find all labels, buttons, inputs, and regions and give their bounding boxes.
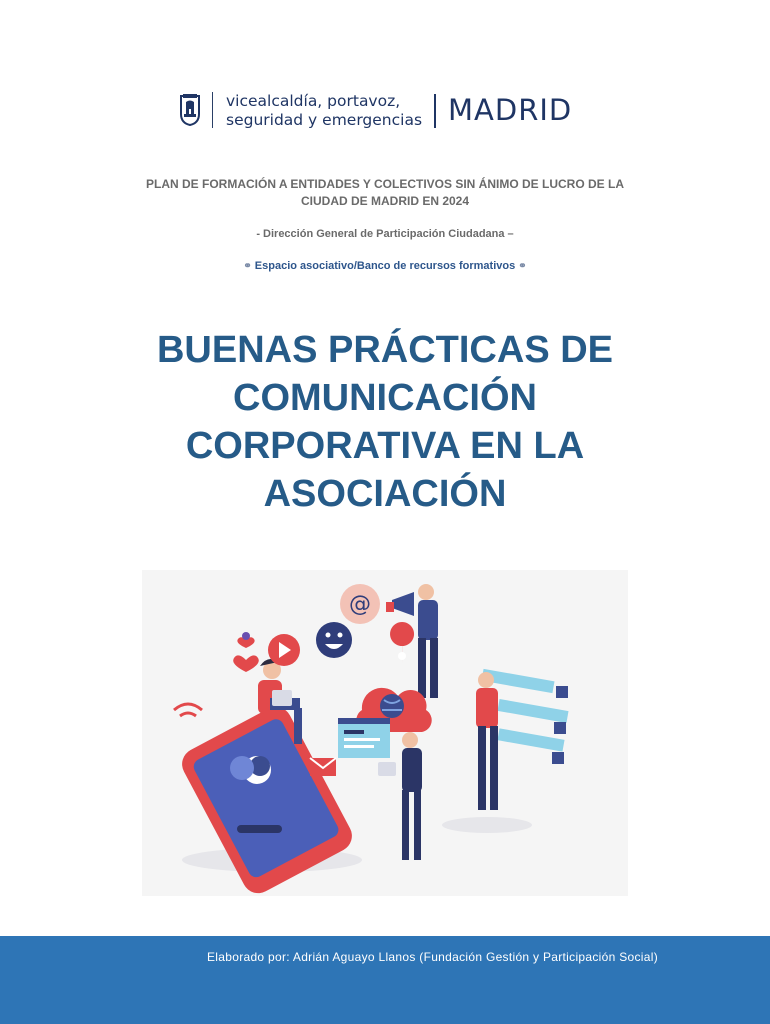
title-line-4: ASOCIACIÓN xyxy=(263,473,507,515)
smile-emoji-icon xyxy=(316,622,352,658)
madrid-logo xyxy=(178,92,598,134)
at-sign-bubble-icon xyxy=(340,584,380,624)
espacio-asociativo-text[interactable]: Espacio asociativo/Banco de recursos formativos xyxy=(254,260,516,272)
department-line-1: vicealcaldía, portavoz, xyxy=(226,92,401,110)
logo-divider-2 xyxy=(434,94,436,128)
author-credit: Elaborado por: Adrián Aguayo Llanos (Fundación Gestión y Participación Social) xyxy=(207,950,658,964)
communication-illustration xyxy=(142,570,628,896)
direccion-general: - Dirección General de Participación Ciudadana – xyxy=(256,228,514,240)
city-name: MADRID xyxy=(448,93,573,127)
department-line-2: seguridad y emergencias xyxy=(226,111,423,129)
espacio-asociativo-link[interactable] xyxy=(105,260,665,272)
plan-line-2: CIUDAD DE MADRID EN 2024 xyxy=(300,194,470,208)
link-icon-end: ⚭ xyxy=(518,261,527,272)
title-line-2: COMUNICACIÓN xyxy=(233,377,537,419)
department-name xyxy=(226,92,422,130)
envelope-card-icon xyxy=(310,758,336,776)
logo-divider xyxy=(212,92,213,128)
svg-text:@: @ xyxy=(349,592,371,617)
link-icon: ⚭ xyxy=(243,261,252,272)
plan-heading xyxy=(105,176,665,210)
document-title xyxy=(95,326,675,518)
title-line-3: CORPORATIVA EN LA xyxy=(185,425,585,467)
play-bubble-icon xyxy=(268,634,300,666)
plan-line-1: PLAN DE FORMACIÓN A ENTIDADES Y COLECTIVOS SIN ÁNIMO DE LUCRO DE LA xyxy=(145,177,625,191)
title-line-1: BUENAS PRÁCTICAS DE xyxy=(156,329,614,371)
madrid-crest-icon xyxy=(178,94,202,126)
web-panel-icon xyxy=(338,718,390,758)
